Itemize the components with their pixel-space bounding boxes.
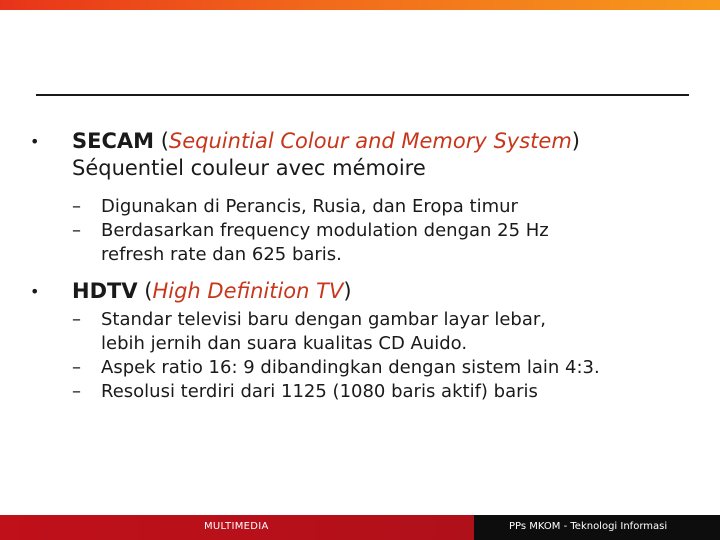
- footer-bar: [0, 515, 720, 540]
- sub-bullet-text: Resolusi terdiri dari 1125 (1080 baris aktif) baris: [101, 381, 538, 402]
- sub-bullet-text-line1: Standar televisi baru dengan gambar layar lebar,: [101, 309, 546, 330]
- sub-bullet-text: Aspek ratio 16: 9 dibandingkan dengan sistem lain 4:3.: [101, 357, 600, 378]
- footer-course-label: MULTIMEDIA: [204, 521, 269, 532]
- close-paren: ): [571, 129, 580, 153]
- top-accent-bar: [0, 0, 720, 10]
- sub-bullet: [30, 195, 700, 219]
- sub-bullet-text-line1: Berdasarkan frequency modulation dengan 25 Hz: [101, 220, 549, 241]
- bullet-keyword: HDTV: [72, 279, 138, 303]
- footer-right-panel: [474, 515, 720, 540]
- sub-bullet-marker: –: [72, 381, 81, 402]
- close-paren: ): [343, 279, 352, 303]
- bullet-keyword: SECAM: [72, 129, 155, 153]
- sub-bullet-marker: –: [72, 196, 81, 217]
- bullet-italic-term: High Definition TV: [152, 279, 344, 303]
- sub-bullet: [30, 308, 700, 356]
- sub-bullet-marker: –: [72, 357, 81, 378]
- sub-bullet-text: Digunakan di Perancis, Rusia, dan Eropa timur: [101, 196, 518, 217]
- bullet-marker: •: [30, 282, 40, 301]
- sub-bullet: [30, 356, 700, 380]
- sub-bullet: [30, 219, 700, 267]
- bullet-secam: [30, 128, 700, 182]
- bullet-second-line: Séquentiel couleur avec mémoire: [72, 156, 426, 180]
- bullet-marker: •: [30, 132, 40, 151]
- footer-left-panel: [0, 515, 474, 540]
- sub-bullet-text-line2: refresh rate dan 625 baris.: [101, 244, 342, 265]
- footer-program-label: PPs MKOM - Teknologi Informasi: [509, 521, 668, 532]
- bullet-italic-term: Sequintial Colour and Memory System: [168, 129, 572, 153]
- sub-bullet-text-line2: lebih jernih dan suara kualitas CD Auido.: [101, 333, 468, 354]
- open-paren: (: [154, 129, 169, 153]
- sub-bullet-marker: –: [72, 309, 81, 330]
- bullet-hdtv: [30, 278, 700, 305]
- open-paren: (: [137, 279, 153, 303]
- title-divider: [36, 94, 689, 96]
- sub-bullet: [30, 380, 700, 404]
- sub-bullet-marker: –: [72, 220, 81, 241]
- slide-content: [30, 128, 700, 404]
